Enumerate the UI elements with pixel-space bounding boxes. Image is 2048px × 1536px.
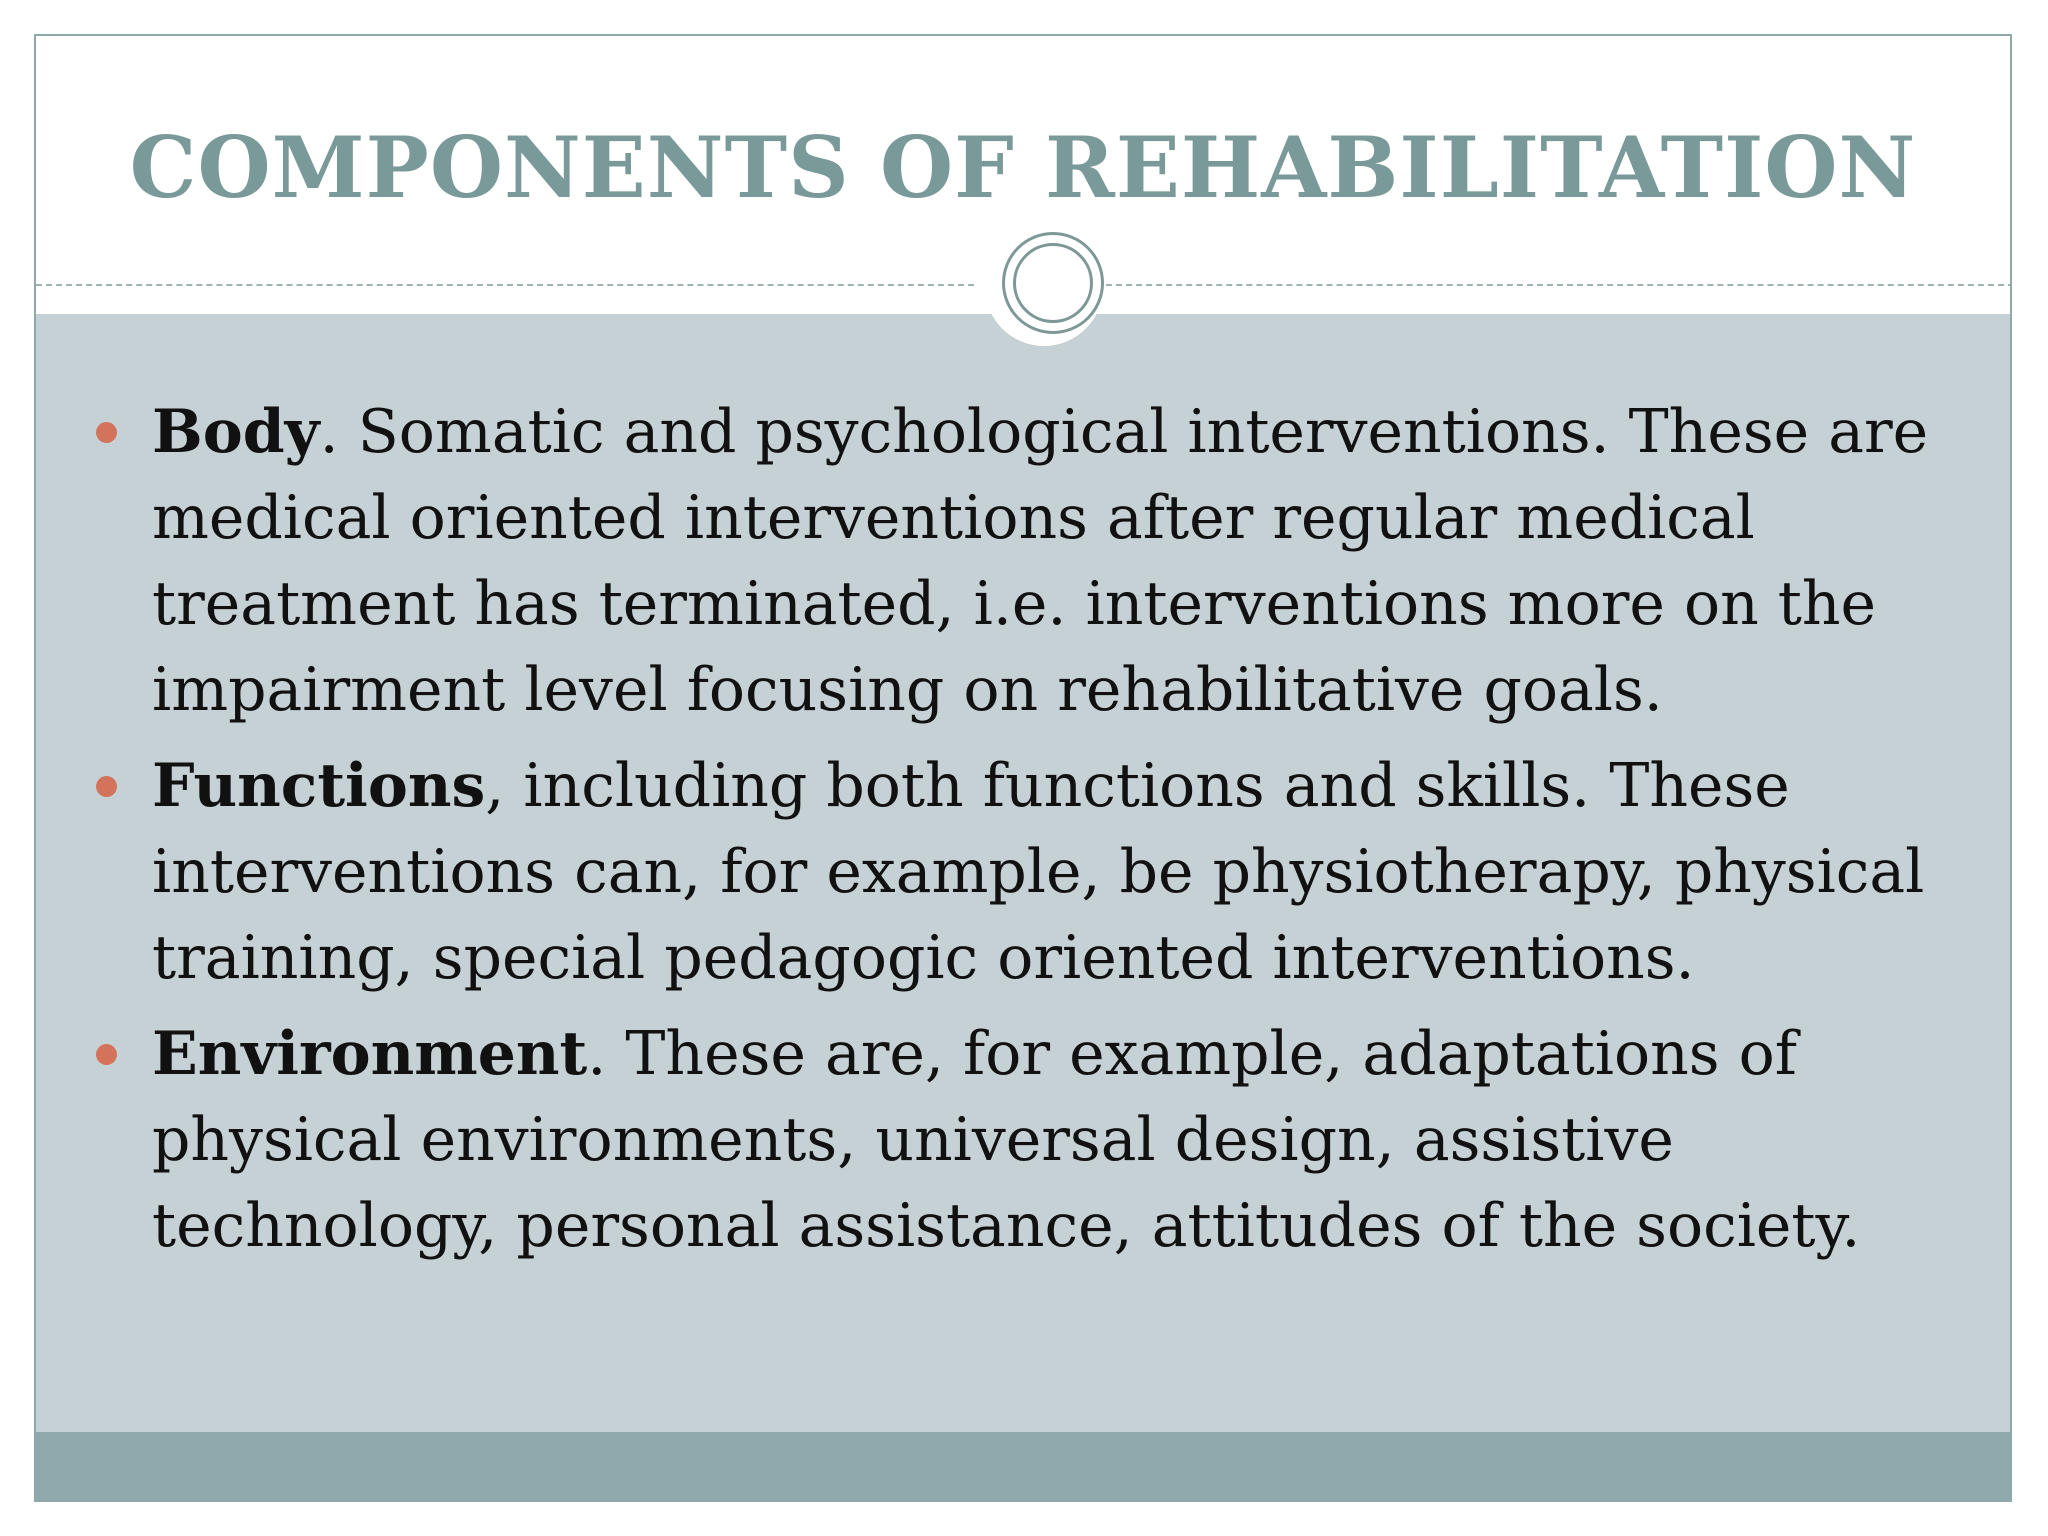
circle-ornament-inner (1013, 243, 1093, 323)
footer-bar (36, 1432, 2010, 1502)
bullet-text: , including both functions and skills. These interventions can, for example, be physiotherapy, physical training, special pedagogic oriented interventions. (152, 751, 1925, 993)
bullet-dot-icon (96, 1044, 117, 1065)
bullet-text: . These are, for example, adaptations of physical environments, universal design, assistive technology, personal assistance, attitudes of the society. (152, 1019, 1861, 1261)
bullet-term: Environment (152, 1019, 588, 1089)
bullet-functions (36, 743, 2010, 1001)
bullet-body (36, 389, 2010, 733)
bullet-term: Functions (152, 751, 486, 821)
circle-ornament-icon (1002, 232, 1104, 334)
slide-title: COMPONENTS OF REHABILITATION (129, 118, 1917, 217)
divider-right (1096, 284, 2012, 286)
bullet-dot-icon (96, 776, 117, 797)
divider-left (36, 284, 974, 286)
slide (34, 34, 2012, 1502)
bullet-dot-icon (96, 422, 117, 443)
bullet-term: Body (152, 397, 320, 467)
bullet-text: . Somatic and psychological interventions. These are medical oriented interventions after regular medical treatment has terminated, i.e. interventions more on the impairment level focusing on rehabilitative goals. (152, 397, 1929, 725)
bullet-environment (36, 1011, 2010, 1269)
bullet-list (36, 389, 2010, 1279)
